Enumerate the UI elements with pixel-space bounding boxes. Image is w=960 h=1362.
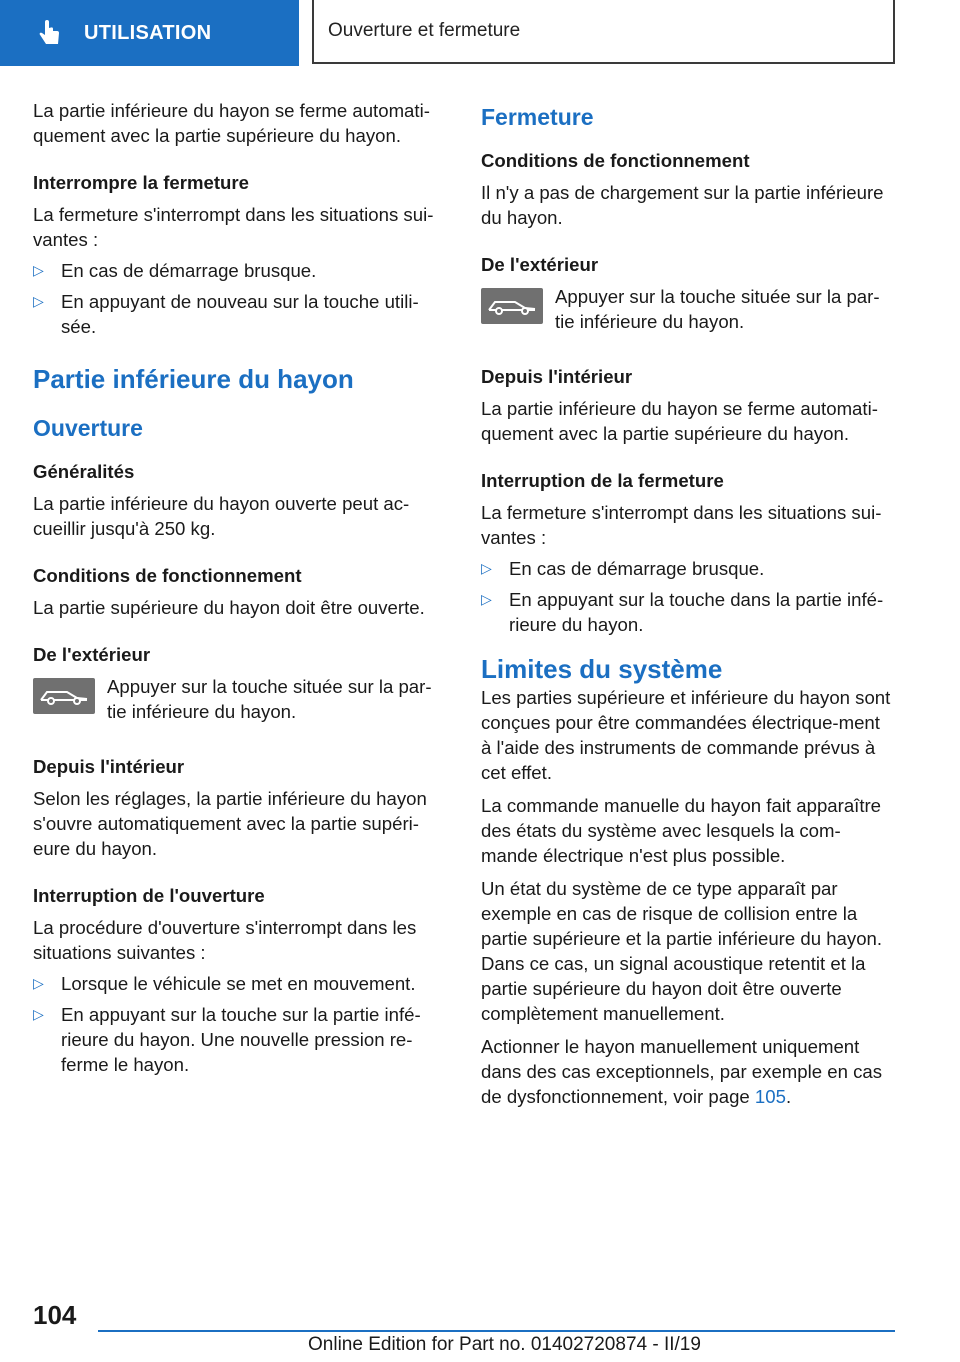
list-item: ▷ En appuyant de nouveau sur la touche utili-sée. <box>33 291 419 337</box>
subheading-conditions: Conditions de fonctionnement <box>481 150 750 171</box>
list-item: ▷ Lorsque le véhicule se met en mouvement. <box>33 973 416 994</box>
subheading-outside: De l'extérieur <box>481 254 599 275</box>
instruction-row <box>33 674 445 724</box>
subheading-interrupt-closing: Interruption de la fermeture <box>481 470 724 491</box>
list-item: ▷ En appuyant sur la touche dans la partie infé-rieure du hayon. <box>481 589 884 635</box>
subheading-inside: Depuis l'intérieur <box>33 756 185 777</box>
paragraph: La partie inférieure du hayon se ferme automati-quement avec la partie supérieure du hayon. <box>33 100 430 146</box>
list-item: ▷ En cas de démarrage brusque. <box>33 260 317 281</box>
subheading-general: Généralités <box>33 461 135 482</box>
section-label: UTILISATION <box>84 21 212 44</box>
triangle-bullet-icon: ▷ <box>33 1006 44 1022</box>
footer-divider <box>98 1330 895 1332</box>
triangle-bullet-icon: ▷ <box>481 591 492 607</box>
paragraph: Actionner le hayon manuellement uniquement dans des cas exceptionnels, par exemple en cas de dysfonctionnement, voir page 105. <box>481 1036 883 1107</box>
chapter-title: Ouverture et fermeture <box>328 20 521 41</box>
list-item: ▷ En appuyant sur la touche sur la partie infé-rieure du hayon. Une nouvelle pression re-ferme le hayon. <box>33 1004 421 1075</box>
paragraph: La partie supérieure du hayon doit être ouverte. <box>33 597 425 618</box>
subheading-outside: De l'extérieur <box>33 644 151 665</box>
section-heading: Partie inférieure du hayon <box>33 364 354 394</box>
page-number: 104 <box>33 1300 77 1330</box>
section-heading-limits: Limites du système <box>481 654 723 684</box>
triangle-bullet-icon: ▷ <box>33 975 44 991</box>
subheading-interrupt-opening: Interruption de l'ouverture <box>33 885 265 906</box>
bullet-list <box>33 258 445 339</box>
list-item: ▷ En cas de démarrage brusque. <box>481 558 765 579</box>
heading-closing: Fermeture <box>481 104 594 130</box>
instruction-row <box>481 284 893 334</box>
paragraph: Un état du système de ce type apparaît par exemple en cas de risque de collision entre la partie supérieure et la partie inférieure du hayon. Dans ce cas, un signal acoustique retentit et la partie supérieure du hayon doit être ouverte complètement manuellement. <box>481 878 883 1024</box>
paragraph: Appuyer sur la touche située sur la par-tie inférieure du hayon. <box>107 676 432 722</box>
triangle-bullet-icon: ▷ <box>33 262 44 278</box>
paragraph: La commande manuelle du hayon fait apparaître des états du système avec lesquels la com-mande électrique n'est plus possible. <box>481 795 882 866</box>
bullet-list <box>481 556 893 637</box>
hand-touch-icon <box>34 18 64 48</box>
tailgate-button-icon <box>33 678 95 714</box>
paragraph: Les parties supérieure et inférieure du hayon sont conçues pour être commandées électrique-ment à l'aide des instruments de commande prévus à cet effet. <box>481 687 891 783</box>
bullet-list <box>33 971 445 1077</box>
paragraph: La partie inférieure du hayon ouverte peut ac-cueillir jusqu'à 250 kg. <box>33 493 410 539</box>
subheading-conditions: Conditions de fonctionnement <box>33 565 302 586</box>
right-column <box>481 98 893 1109</box>
paragraph: Il n'y a pas de chargement sur la partie inférieure du hayon. <box>481 182 884 228</box>
paragraph: La fermeture s'interrompt dans les situations sui-vantes : <box>33 204 434 250</box>
paragraph: Appuyer sur la touche située sur la par-tie inférieure du hayon. <box>555 286 880 332</box>
subheading-inside: Depuis l'intérieur <box>481 366 633 387</box>
page-reference-link[interactable]: 105 <box>754 1086 786 1107</box>
chapter-header <box>312 0 895 64</box>
paragraph: La partie inférieure du hayon se ferme automati-quement avec la partie supérieure du hayon. <box>481 398 878 444</box>
paragraph: La fermeture s'interrompt dans les situations sui-vantes : <box>481 502 882 548</box>
tailgate-button-icon <box>481 288 543 324</box>
left-column <box>33 98 445 1083</box>
footer-edition: Online Edition for Part no. 01402720874 - II/19 <box>308 1334 701 1355</box>
paragraph: Selon les réglages, la partie inférieure du hayon s'ouvre automatiquement avec la partie supéri-eure du hayon. <box>33 788 427 859</box>
triangle-bullet-icon: ▷ <box>33 293 44 309</box>
paragraph: La procédure d'ouverture s'interrompt dans les situations suivantes : <box>33 917 417 963</box>
subheading-interrupt-closing: Interrompre la fermeture <box>33 172 249 193</box>
heading-opening: Ouverture <box>33 415 143 441</box>
section-tab <box>0 0 299 66</box>
triangle-bullet-icon: ▷ <box>481 560 492 576</box>
